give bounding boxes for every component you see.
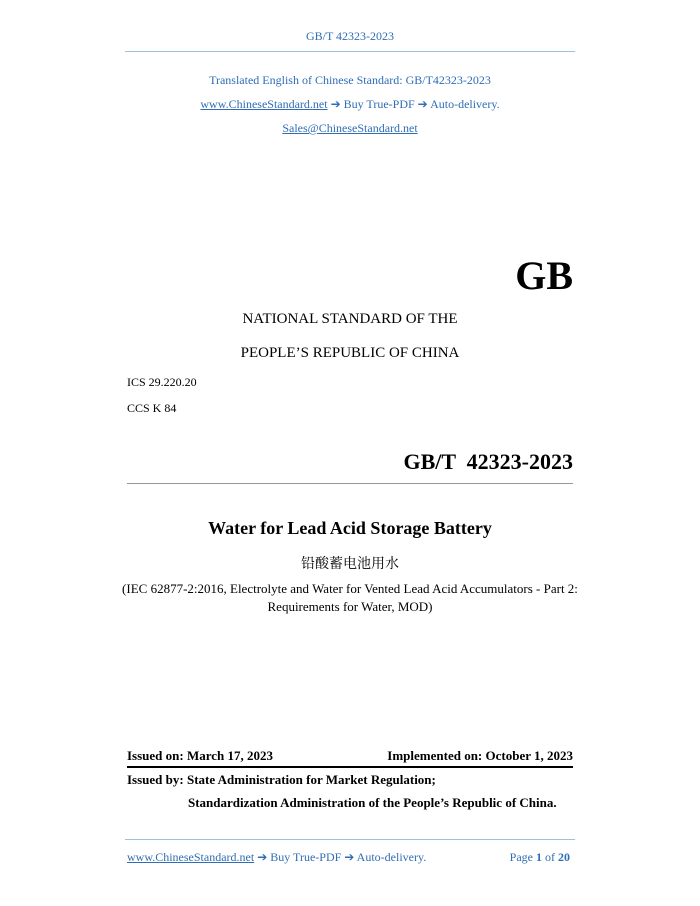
issued-by: Issued by: State Administration for Market Regulation; xyxy=(127,772,436,787)
standard-number: GB/T 42323-2023 xyxy=(403,449,573,474)
document-title-chinese: 铅酸蓄电池用水 xyxy=(301,556,399,572)
iec-reference: (IEC 62877-2:2016, Electrolyte and Water for Vented Lead Acid Accumulators - Part 2: Requirements for Water, MOD) xyxy=(122,581,578,614)
email-link[interactable]: Sales@ChineseStandard.net xyxy=(282,121,418,135)
site-link[interactable]: www.ChineseStandard.net xyxy=(200,97,328,111)
page-of: of xyxy=(545,850,555,864)
ccs-code: CCS K 84 xyxy=(127,401,177,415)
national-standard-line2: PEOPLE’S REPUBLIC OF CHINA xyxy=(240,345,460,361)
page-current: 1 xyxy=(536,850,542,864)
issue-divider xyxy=(127,766,573,768)
header-divider xyxy=(125,51,575,52)
issued-by-second-line: Standardization Administration of the People’s Republic of China. xyxy=(188,795,557,810)
footer-divider xyxy=(125,839,575,840)
translation-notice: Translated English of Chinese Standard: GB/T42323-2023 xyxy=(209,73,491,87)
ics-code: ICS 29.220.20 xyxy=(127,375,197,389)
national-standard-line1: NATIONAL STANDARD OF THE xyxy=(242,311,458,327)
standard-number-divider xyxy=(127,483,573,484)
implemented-on-date: Implemented on: October 1, 2023 xyxy=(387,748,573,763)
email-line xyxy=(0,121,700,136)
gb-mark: GB xyxy=(515,253,573,298)
issued-on-date: Issued on: March 17, 2023 xyxy=(127,748,274,763)
page-label: Page xyxy=(509,850,533,864)
footer-site-link[interactable]: www.ChineseStandard.net xyxy=(127,850,255,864)
promo-purchase-text: ➔ Buy True-PDF ➔ Auto-delivery. xyxy=(327,97,500,111)
page-total: 20 xyxy=(558,850,570,864)
promo-line xyxy=(0,97,700,112)
document-title-english: Water for Lead Acid Storage Battery xyxy=(208,518,492,538)
page-indicator xyxy=(510,850,570,865)
footer-promo xyxy=(127,850,426,865)
header-standard-code: GB/T 42323-2023 xyxy=(305,29,395,43)
footer-purchase-text: ➔ Buy True-PDF ➔ Auto-delivery. xyxy=(254,850,427,864)
